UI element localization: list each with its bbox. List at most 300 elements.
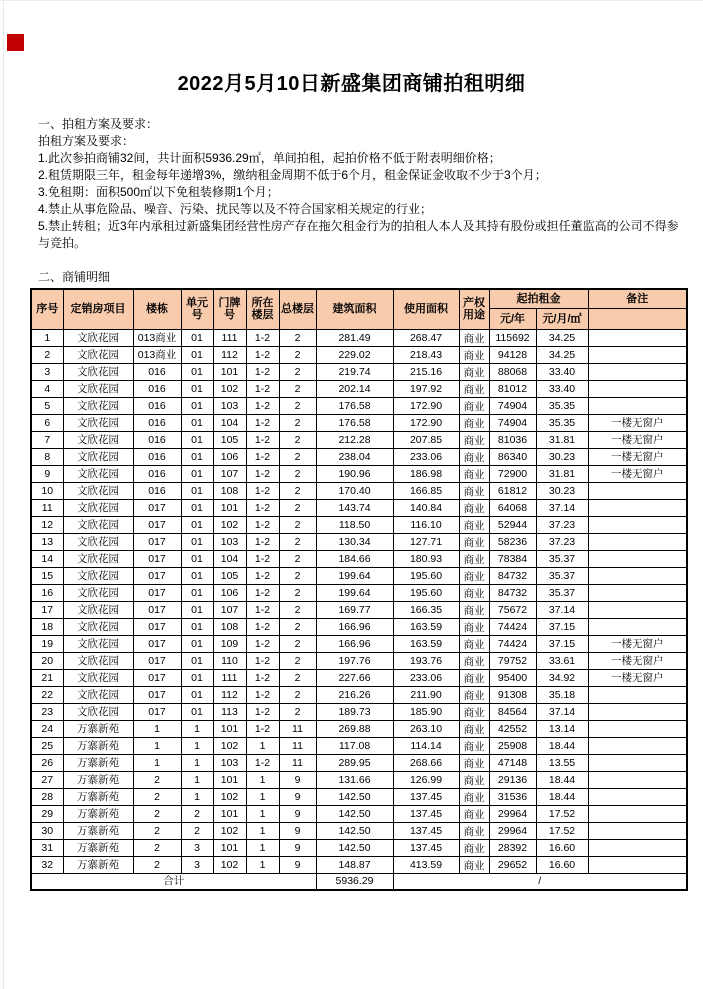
table-cell: 商业: [459, 720, 489, 737]
table-cell: 29: [31, 805, 63, 822]
table-cell: 31.81: [536, 431, 588, 448]
table-cell: 9: [279, 839, 316, 856]
table-cell: 1-2: [246, 516, 279, 533]
table-cell: 01: [181, 703, 213, 720]
table-cell: 文欣花园: [63, 499, 133, 516]
table-cell: 1-2: [246, 533, 279, 550]
table-row: [31, 465, 687, 482]
table-cell: 180.93: [393, 550, 459, 567]
table-cell: 文欣花园: [63, 380, 133, 397]
table-cell: 207.85: [393, 431, 459, 448]
table-cell: 101: [213, 720, 246, 737]
table-cell: 229.02: [316, 346, 393, 363]
section2-heading: 二、商铺明细: [38, 270, 111, 284]
table-row: [31, 618, 687, 635]
table-cell: 1: [31, 329, 63, 346]
table-cell: 01: [181, 431, 213, 448]
table-cell: 30.23: [536, 448, 588, 465]
table-cell: 113: [213, 703, 246, 720]
total-build-area-cell: 5936.29: [316, 873, 393, 890]
remark-cell: [588, 397, 687, 414]
table-cell: 4: [31, 380, 63, 397]
remark-cell: [588, 567, 687, 584]
table-cell: 1: [246, 856, 279, 873]
table-cell: 35.35: [536, 397, 588, 414]
table-cell: 017: [133, 533, 181, 550]
table-cell: 万寨新苑: [63, 822, 133, 839]
table-cell: 017: [133, 635, 181, 652]
table-cell: 2: [279, 431, 316, 448]
table-cell: 227.66: [316, 669, 393, 686]
col-header-project: 定销房项目: [63, 289, 133, 329]
table-cell: 2: [31, 346, 63, 363]
table-cell: 1: [181, 754, 213, 771]
table-cell: 170.40: [316, 482, 393, 499]
table-cell: 017: [133, 550, 181, 567]
table-cell: 万寨新苑: [63, 805, 133, 822]
table-cell: 1-2: [246, 448, 279, 465]
table-cell: 1-2: [246, 618, 279, 635]
table-cell: 16.60: [536, 839, 588, 856]
table-cell: 35.18: [536, 686, 588, 703]
table-cell: 1-2: [246, 567, 279, 584]
table-cell: 116.10: [393, 516, 459, 533]
table-cell: 商业: [459, 363, 489, 380]
table-cell: 268.66: [393, 754, 459, 771]
table-cell: 016: [133, 397, 181, 414]
table-cell: 2: [181, 805, 213, 822]
col-header-rent-per-month-sqm: 元/月/㎡: [536, 308, 588, 329]
table-cell: 文欣花园: [63, 465, 133, 482]
table-cell: 102: [213, 516, 246, 533]
table-cell: 105: [213, 431, 246, 448]
table-cell: 文欣花园: [63, 346, 133, 363]
table-cell: 文欣花园: [63, 397, 133, 414]
table-cell: 万寨新苑: [63, 839, 133, 856]
table-cell: 95400: [489, 669, 536, 686]
table-cell: 11: [279, 720, 316, 737]
remark-cell: [588, 346, 687, 363]
remark-cell: [588, 822, 687, 839]
col-header-building: 楼栋: [133, 289, 181, 329]
remark-cell: [588, 584, 687, 601]
table-cell: 84732: [489, 584, 536, 601]
table-cell: 31: [31, 839, 63, 856]
table-cell: 2: [279, 465, 316, 482]
table-cell: 17.52: [536, 822, 588, 839]
table-cell: 101: [213, 363, 246, 380]
table-cell: 163.59: [393, 618, 459, 635]
table-cell: 万寨新苑: [63, 788, 133, 805]
remark-cell: [588, 703, 687, 720]
table-cell: 01: [181, 635, 213, 652]
table-cell: 016: [133, 448, 181, 465]
table-cell: 文欣花园: [63, 329, 133, 346]
remark-cell: 一楼无窗户: [588, 635, 687, 652]
table-cell: 2: [279, 516, 316, 533]
table-cell: 74424: [489, 635, 536, 652]
table-cell: 2: [133, 805, 181, 822]
red-marker-square: [7, 34, 24, 51]
table-cell: 215.16: [393, 363, 459, 380]
table-cell: 190.96: [316, 465, 393, 482]
table-row: [31, 720, 687, 737]
table-row: [31, 669, 687, 686]
table-cell: 9: [279, 771, 316, 788]
table-cell: 1-2: [246, 329, 279, 346]
remark-cell: [588, 482, 687, 499]
table-cell: 017: [133, 516, 181, 533]
col-header-build-area: 建筑面积: [316, 289, 393, 329]
table-cell: 万寨新苑: [63, 856, 133, 873]
table-cell: 017: [133, 618, 181, 635]
table-cell: 202.14: [316, 380, 393, 397]
table-row: [31, 431, 687, 448]
table-cell: 商业: [459, 533, 489, 550]
table-cell: 176.58: [316, 397, 393, 414]
col-header-door-no: 门牌号: [213, 289, 246, 329]
col-header-unit: 单元号: [181, 289, 213, 329]
table-cell: 18: [31, 618, 63, 635]
page-edge-line: [3, 1, 4, 989]
table-cell: 2: [133, 771, 181, 788]
table-cell: 1-2: [246, 601, 279, 618]
table-cell: 169.77: [316, 601, 393, 618]
table-cell: 104: [213, 414, 246, 431]
table-cell: 166.96: [316, 618, 393, 635]
col-header-seq: 序号: [31, 289, 63, 329]
table-cell: 文欣花园: [63, 363, 133, 380]
table-cell: 商业: [459, 448, 489, 465]
table-row: [31, 856, 687, 873]
table-cell: 01: [181, 618, 213, 635]
table-cell: 1-2: [246, 482, 279, 499]
table-cell: 219.74: [316, 363, 393, 380]
table-cell: 137.45: [393, 805, 459, 822]
total-rest-cell: /: [393, 873, 687, 890]
table-cell: 万寨新苑: [63, 737, 133, 754]
table-cell: 84732: [489, 567, 536, 584]
remark-cell: [588, 737, 687, 754]
table-cell: 52944: [489, 516, 536, 533]
table-cell: 185.90: [393, 703, 459, 720]
table-cell: 商业: [459, 686, 489, 703]
table-cell: 102: [213, 380, 246, 397]
table-cell: 016: [133, 482, 181, 499]
table-cell: 2: [279, 686, 316, 703]
table-cell: 017: [133, 499, 181, 516]
table-row: [31, 363, 687, 380]
table-cell: 商业: [459, 567, 489, 584]
table-cell: 166.35: [393, 601, 459, 618]
table-cell: 238.04: [316, 448, 393, 465]
remark-cell: [588, 601, 687, 618]
table-cell: 102: [213, 737, 246, 754]
table-cell: 172.90: [393, 397, 459, 414]
table-cell: 269.88: [316, 720, 393, 737]
table-cell: 131.66: [316, 771, 393, 788]
table-cell: 20: [31, 652, 63, 669]
total-label-cell: 合计: [31, 873, 316, 890]
table-cell: 2: [279, 329, 316, 346]
table-cell: 127.71: [393, 533, 459, 550]
table-cell: 14: [31, 550, 63, 567]
table-row: [31, 346, 687, 363]
table-cell: 105: [213, 567, 246, 584]
table-cell: 101: [213, 771, 246, 788]
table-cell: 81012: [489, 380, 536, 397]
table-cell: 商业: [459, 499, 489, 516]
table-cell: 24: [31, 720, 63, 737]
table-cell: 2: [133, 839, 181, 856]
table-cell: 35.37: [536, 550, 588, 567]
table-cell: 233.06: [393, 669, 459, 686]
table-cell: 1-2: [246, 414, 279, 431]
table-cell: 1: [133, 737, 181, 754]
table-cell: 017: [133, 567, 181, 584]
table-cell: 28: [31, 788, 63, 805]
table-cell: 88068: [489, 363, 536, 380]
table-cell: 102: [213, 788, 246, 805]
table-cell: 26: [31, 754, 63, 771]
table-row: [31, 703, 687, 720]
table-cell: 101: [213, 499, 246, 516]
table-cell: 22: [31, 686, 63, 703]
table-cell: 25: [31, 737, 63, 754]
table-cell: 15: [31, 567, 63, 584]
table-cell: 17: [31, 601, 63, 618]
table-cell: 211.90: [393, 686, 459, 703]
remark-cell: [588, 550, 687, 567]
table-cell: 104: [213, 550, 246, 567]
col-header-rent-per-year: 元/年: [489, 308, 536, 329]
table-cell: 16.60: [536, 856, 588, 873]
table-cell: 013商业: [133, 329, 181, 346]
table-cell: 01: [181, 448, 213, 465]
remark-cell: 一楼无窗户: [588, 448, 687, 465]
table-cell: 文欣花园: [63, 584, 133, 601]
remark-cell: 一楼无窗户: [588, 652, 687, 669]
table-cell: 84564: [489, 703, 536, 720]
table-cell: 万寨新苑: [63, 754, 133, 771]
table-cell: 商业: [459, 601, 489, 618]
table-cell: 2: [279, 652, 316, 669]
table-cell: 94128: [489, 346, 536, 363]
table-cell: 142.50: [316, 839, 393, 856]
table-cell: 281.49: [316, 329, 393, 346]
table-cell: 2: [279, 618, 316, 635]
table-cell: 商业: [459, 737, 489, 754]
table-cell: 86340: [489, 448, 536, 465]
table-cell: 1-2: [246, 652, 279, 669]
table-cell: 75672: [489, 601, 536, 618]
table-cell: 106: [213, 448, 246, 465]
table-cell: 58236: [489, 533, 536, 550]
table-cell: 111: [213, 329, 246, 346]
table-cell: 31.81: [536, 465, 588, 482]
table-cell: 文欣花园: [63, 448, 133, 465]
table-cell: 137.45: [393, 788, 459, 805]
table-row: [31, 414, 687, 431]
table-cell: 2: [279, 448, 316, 465]
table-cell: 137.45: [393, 822, 459, 839]
table-row: [31, 805, 687, 822]
table-cell: 017: [133, 669, 181, 686]
table-cell: 1: [246, 771, 279, 788]
table-cell: 263.10: [393, 720, 459, 737]
table-cell: 文欣花园: [63, 414, 133, 431]
table-cell: 11: [279, 754, 316, 771]
table-cell: 112: [213, 346, 246, 363]
table-row: [31, 397, 687, 414]
table-cell: 61812: [489, 482, 536, 499]
table-cell: 1: [246, 805, 279, 822]
table-cell: 商业: [459, 397, 489, 414]
table-cell: 197.76: [316, 652, 393, 669]
table-cell: 13.14: [536, 720, 588, 737]
table-cell: 107: [213, 601, 246, 618]
table-cell: 27: [31, 771, 63, 788]
table-cell: 143.74: [316, 499, 393, 516]
table-cell: 166.85: [393, 482, 459, 499]
table-cell: 103: [213, 397, 246, 414]
table-cell: 29964: [489, 822, 536, 839]
table-cell: 112: [213, 686, 246, 703]
table-cell: 111: [213, 669, 246, 686]
intro-line: 2.租赁期限三年，租金每年递增3%，缴纳租金周期不低于6个月，租金保证金收取不少于3个月；: [38, 168, 547, 182]
table-cell: 11: [31, 499, 63, 516]
table-cell: 商业: [459, 584, 489, 601]
table-cell: 172.90: [393, 414, 459, 431]
table-cell: 130.34: [316, 533, 393, 550]
table-cell: 3: [31, 363, 63, 380]
table-cell: 01: [181, 329, 213, 346]
table-cell: 35.37: [536, 567, 588, 584]
table-cell: 103: [213, 754, 246, 771]
table-cell: 216.26: [316, 686, 393, 703]
table-cell: 1: [133, 720, 181, 737]
table-cell: 109: [213, 635, 246, 652]
table-cell: 文欣花园: [63, 601, 133, 618]
table-cell: 1-2: [246, 499, 279, 516]
table-cell: 37.14: [536, 601, 588, 618]
table-cell: 137.45: [393, 839, 459, 856]
table-cell: 文欣花园: [63, 669, 133, 686]
table-cell: 74904: [489, 397, 536, 414]
remark-cell: [588, 329, 687, 346]
intro-line: 5.禁止转租；近3年内承租过新盛集团经营性房产存在拖欠租金行为的拍租人本人及其持有股份或担任董监高的公司不得参: [38, 219, 679, 233]
table-cell: 33.40: [536, 363, 588, 380]
table-cell: 19: [31, 635, 63, 652]
table-cell: 163.59: [393, 635, 459, 652]
table-cell: 2: [279, 669, 316, 686]
table-cell: 1-2: [246, 686, 279, 703]
col-header-remark: 备注: [588, 289, 687, 308]
table-cell: 01: [181, 397, 213, 414]
table-row: [31, 380, 687, 397]
table-cell: 1: [181, 720, 213, 737]
table-cell: 176.58: [316, 414, 393, 431]
table-cell: 016: [133, 465, 181, 482]
table-cell: 文欣花园: [63, 550, 133, 567]
table-cell: 29136: [489, 771, 536, 788]
table-cell: 2: [279, 346, 316, 363]
table-cell: 37.23: [536, 533, 588, 550]
table-cell: 017: [133, 584, 181, 601]
table-cell: 商业: [459, 635, 489, 652]
table-cell: 34.92: [536, 669, 588, 686]
table-row: [31, 839, 687, 856]
table-cell: 商业: [459, 329, 489, 346]
table-cell: 74904: [489, 414, 536, 431]
table-cell: 102: [213, 856, 246, 873]
remark-cell: [588, 363, 687, 380]
table-cell: 017: [133, 703, 181, 720]
table-cell: 18.44: [536, 737, 588, 754]
remark-cell: [588, 839, 687, 856]
remark-cell: 一楼无窗户: [588, 414, 687, 431]
table-cell: 1-2: [246, 720, 279, 737]
table-cell: 商业: [459, 856, 489, 873]
table-cell: 29964: [489, 805, 536, 822]
col-header-use-area: 使用面积: [393, 289, 459, 329]
table-cell: 1-2: [246, 465, 279, 482]
table-cell: 3: [181, 856, 213, 873]
table-cell: 3: [181, 839, 213, 856]
table-row: [31, 516, 687, 533]
col-header-remark-sub: [588, 308, 687, 329]
table-cell: 17.52: [536, 805, 588, 822]
table-cell: 2: [279, 397, 316, 414]
remark-cell: [588, 856, 687, 873]
table-cell: 01: [181, 550, 213, 567]
table-cell: 商业: [459, 805, 489, 822]
table-cell: 33.61: [536, 652, 588, 669]
table-row: [31, 686, 687, 703]
table-cell: 01: [181, 465, 213, 482]
intro-line: 3.免租期：面积500㎡以下免租装修期1个月；: [38, 185, 279, 199]
col-header-floor: 所在楼层: [246, 289, 279, 329]
table-cell: 5: [31, 397, 63, 414]
table-cell: 1-2: [246, 703, 279, 720]
table-cell: 81036: [489, 431, 536, 448]
table-row: [31, 737, 687, 754]
table-row: [31, 499, 687, 516]
table-cell: 1: [246, 737, 279, 754]
table-cell: 10: [31, 482, 63, 499]
table-cell: 商业: [459, 618, 489, 635]
table-cell: 017: [133, 601, 181, 618]
table-cell: 106: [213, 584, 246, 601]
table-cell: 142.50: [316, 788, 393, 805]
table-cell: 2: [133, 788, 181, 805]
table-row: [31, 822, 687, 839]
table-cell: 01: [181, 499, 213, 516]
table-cell: 102: [213, 822, 246, 839]
table-cell: 78384: [489, 550, 536, 567]
remark-cell: [588, 686, 687, 703]
table-cell: 118.50: [316, 516, 393, 533]
table-cell: 35.35: [536, 414, 588, 431]
table-cell: 47148: [489, 754, 536, 771]
table-cell: 25908: [489, 737, 536, 754]
table-cell: 29652: [489, 856, 536, 873]
table-cell: 01: [181, 346, 213, 363]
table-row: [31, 754, 687, 771]
table-cell: 01: [181, 363, 213, 380]
table-cell: 01: [181, 482, 213, 499]
table-cell: 108: [213, 618, 246, 635]
